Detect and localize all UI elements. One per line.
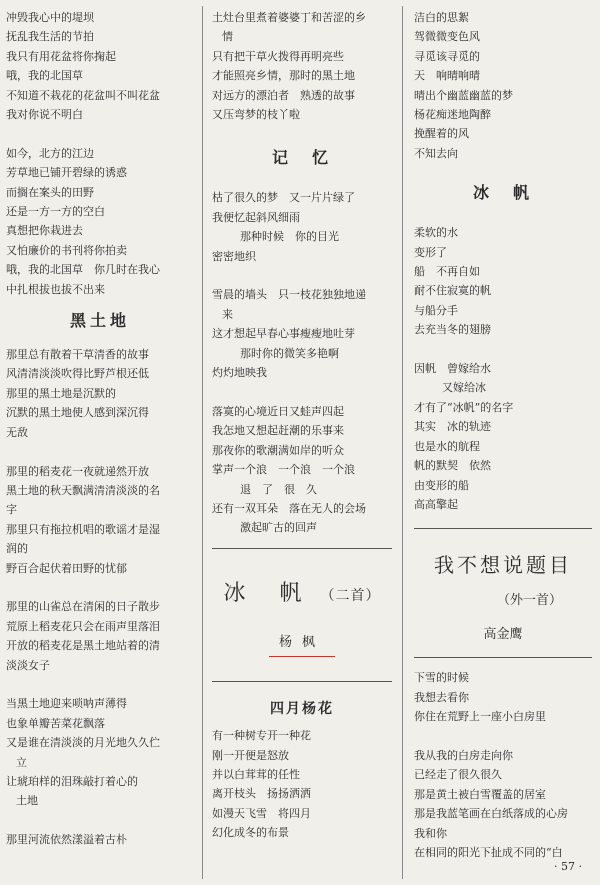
poem-line: 我想去看你 (414, 690, 469, 704)
poem-line: 立 (16, 755, 27, 769)
poem-line: 荒原上稻麦花只会在雨声里落泪 (6, 619, 160, 633)
poem-line: 驾微微变色风 (414, 30, 480, 44)
title-subtitle: （外一首） (496, 593, 562, 609)
author-block (212, 621, 392, 657)
author-name: 高金鹰 (483, 627, 523, 643)
poem-line: 对远方的漂泊者 熟透的故事 (212, 88, 355, 102)
poem-line: 下雪的时候 (414, 671, 469, 685)
poem-line: 又压弯梦的枝丫啦 (212, 108, 300, 122)
poem-line: 耐不住寂寞的帆 (414, 284, 491, 298)
poem-line: 沉默的黑土地使人感到深沉得 (6, 406, 149, 420)
poem-line: 那时你的微笑多艳啊 (240, 346, 339, 360)
poem-line: 又怕廉价的书刊将你拍卖 (6, 243, 127, 257)
poem-line: 雪晨的墙头 只一枝花独独地递 (212, 288, 366, 302)
poem-line: 你住在荒野上一座小白房里 (414, 710, 546, 724)
poem-line: 黑土地的秋天飘满清清淡淡的名 (6, 483, 160, 497)
poem-line: 这才想起早春心事瘦瘦地吐芽 (212, 327, 355, 341)
poem-line: 柔软的水 (414, 226, 458, 240)
poem-line: 真想把你栽进去 (6, 224, 83, 238)
poem-line: 洁白的思絮 (414, 11, 469, 24)
poem-line: 由变形的船 (414, 478, 469, 492)
poem-line: 高高擎起 (414, 497, 458, 511)
poem-line: 土灶台里煮着婆婆丁和苦涩的乡 (212, 11, 366, 24)
poem-line: 冲毁我心中的堤坝 (6, 11, 94, 24)
poem-line: 寻觅该寻觅的 (414, 49, 480, 63)
poem-line: 幻化成冬的布景 (212, 826, 289, 840)
poem-line: 那里的稻麦花一夜就递然开放 (6, 464, 149, 478)
poem-line: 来 (222, 307, 233, 321)
poem-line: 还有一双耳朵 落在无人的会场 (212, 501, 366, 515)
poem-group-title (212, 579, 392, 611)
poem-line: 枯了很久的梦 又一片片绿了 (212, 191, 355, 205)
poem-line: 船 不再自如 (414, 265, 480, 279)
poem-line: 而搁在案头的田野 (6, 185, 94, 199)
poem-line: 开放的稻麦花是黑土地站着的清 (6, 639, 160, 653)
poem-line: 离开枝头 扬扬洒洒 (212, 787, 311, 801)
poem-line: 我从我的白房走向你 (414, 748, 513, 762)
poem-line: 退 了 很 久 (240, 482, 317, 496)
poem-line: 与船分手 (414, 303, 458, 317)
poem-line: 如今，北方的江边 (6, 146, 94, 160)
poem-line: 哦，我的北国草 你几时在我心 (6, 263, 160, 277)
poem-line: 掌声一个浪 一个浪 一个浪 (212, 463, 355, 477)
poem-line: 那里河流依然漾溢着古朴 (6, 833, 127, 847)
column-2 (212, 8, 392, 843)
poem-line: 也象单瓣苦菜花飘落 (6, 716, 105, 730)
poem-line: 我对你说不明白 (6, 108, 83, 122)
column-divider (402, 6, 403, 879)
poem-line: 润的 (6, 542, 28, 556)
column-1 (6, 8, 194, 850)
poem-line: 那是黄土被白雪覆盖的居室 (414, 787, 546, 801)
poem-line: 抚乱我生活的节拍 (6, 30, 94, 44)
poem-title-april-catkins: 四月杨花 (270, 701, 334, 718)
poem-line: 因帆 曾嫁给水 (414, 362, 491, 376)
poem-line: 中扎根拔也拔不出来 (6, 282, 105, 296)
poem-line: 不知去向 (414, 146, 458, 160)
poem-line: 淡淡女子 (6, 658, 50, 672)
poem-line: 杨花痴迷地陶醉 (414, 108, 491, 122)
poem-line: 字 (6, 503, 17, 517)
poem-line: 落寞的心境近日又蛙声四起 (212, 404, 344, 418)
divider (414, 657, 592, 658)
poem-line: 那种时候 你的目光 (240, 230, 339, 244)
poem-line: 并以白茸茸的任性 (212, 767, 300, 781)
poem-line: 只有把干草火拨得再明亮些 (212, 49, 344, 63)
poem-line: 帆的默契 依然 (414, 459, 491, 473)
poem-line: 还是一方一方的空白 (6, 205, 105, 219)
column-divider (202, 6, 203, 879)
poem-line: 那是我蓝笔画在白纸落成的心房 (414, 807, 568, 821)
poem-line: 密密地织 (212, 249, 256, 263)
poem-line: 天 响晴响晴 (414, 69, 480, 83)
poem-line: 去充当冬的翅膀 (414, 323, 491, 337)
poem-line: 那里的山雀总在清闲的日子散步 (6, 600, 160, 614)
poem-line: 如漫天飞雪 将四月 (212, 806, 311, 820)
poem-continuation (6, 8, 194, 299)
poem-line: 晴出个幽蓝幽蓝的梦 (414, 88, 513, 102)
poem-line: 让琥珀样的泪珠敲打着心的 (6, 774, 138, 788)
poem-line: 情 (222, 30, 233, 44)
poem-line: 不知道不栽花的花盆叫不叫花盆 (6, 88, 160, 102)
poem-line: 芳草地已铺开碧绿的诱惑 (6, 166, 127, 180)
poem-group-title: 我不想说题目 (434, 553, 572, 578)
poem-line: 那里总有散着干草清香的故事 (6, 348, 149, 362)
poem-line: 又是谁在清淡淡的月光地久久伫 (6, 736, 160, 750)
poem-line: 我便忆起斜风细雨 (212, 210, 300, 224)
poem-line: 灼灼地映我 (212, 366, 267, 380)
author-name: 杨枫 (269, 633, 335, 657)
column-3 (414, 8, 592, 862)
poem-line: 那夜你的歌潮满如岸的听众 (212, 443, 344, 457)
poem-line: 才有了“冰帆”的名字 (414, 400, 514, 414)
page-number: · 57 · (554, 860, 582, 873)
poem-line: 在相同的阳光下扯成不同的“白 (414, 845, 563, 859)
poem-line: 我和你 (414, 826, 447, 840)
title-text: 冰 帆 (223, 580, 308, 606)
poem-line: 也是水的航程 (414, 439, 480, 453)
poem-line: 当黑土地迎来唢呐声薄得 (6, 697, 127, 711)
poem-line: 哦，我的北国草 (6, 69, 83, 83)
poem-line: 我怎地又想起赶潮的乐事来 (212, 424, 344, 438)
divider (212, 681, 392, 682)
section-title-memory: 记 忆 (271, 148, 332, 168)
poem-line: 土地 (16, 794, 38, 808)
poem-line: 已经走了很久很久 (414, 768, 502, 782)
poem-line: 野百合起伏着田野的忧郁 (6, 561, 127, 575)
poem-line: 刚一开便是怒放 (212, 748, 289, 762)
poem-line: 那里只有拖拉机唱的歌谣才是湿 (6, 522, 160, 536)
poem-line: 其实 冰的轨迹 (414, 420, 491, 434)
title-subtitle: （二首） (320, 587, 381, 604)
poem-line: 变形了 (414, 245, 447, 259)
poem-black-soil (6, 345, 194, 850)
poem-line: 有一种树专开一种花 (212, 729, 311, 743)
poem-line: 挽醒着的风 (414, 127, 469, 141)
poem-line: 又嫁给冰 (442, 381, 486, 395)
poem-line: 激起旷古的回声 (240, 521, 317, 535)
section-title-ice-sail: 冰 帆 (472, 183, 533, 203)
poem-line: 那里的黑土地是沉默的 (6, 386, 116, 400)
divider (414, 528, 592, 529)
poem-line: 风清清淡淡吹得比野芦根还低 (6, 367, 149, 381)
divider (212, 548, 392, 549)
poem-line: 才能照亮乡情，那时的黑土地 (212, 69, 355, 83)
section-title-black-soil: 黑土地 (69, 311, 130, 331)
poem-line: 无敌 (6, 425, 28, 439)
poem-line: 我只有用花盆将你掬起 (6, 49, 116, 63)
